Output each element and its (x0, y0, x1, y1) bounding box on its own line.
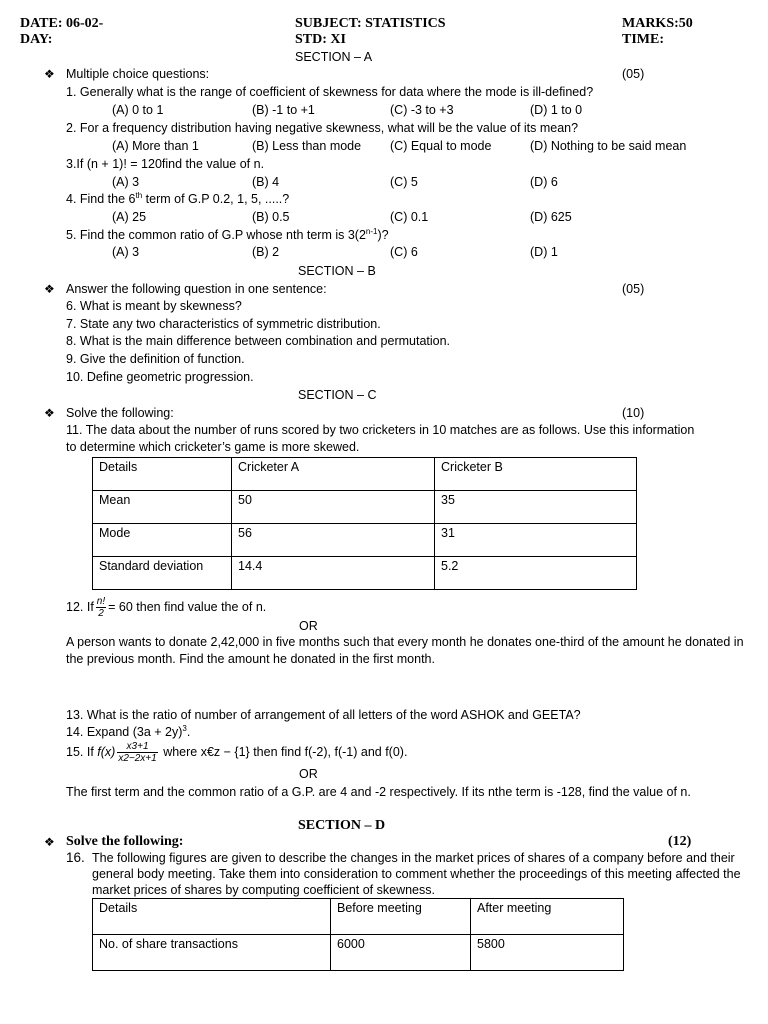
section-d-title: SECTION – D (298, 818, 386, 833)
table-row (93, 458, 637, 491)
table-cell: 50 (232, 491, 435, 524)
section-c-marks: (10) (622, 406, 645, 420)
table-row (93, 935, 624, 971)
q1-option-d: (D) 1 to 0 (530, 103, 583, 117)
question-4: 4. Find the 6th term of G.P 0.2, 1, 5, .....? (66, 190, 290, 206)
table-cell: Mode (93, 524, 232, 557)
section-a-heading: Multiple choice questions: (66, 67, 210, 81)
table-row (93, 557, 637, 590)
fraction: $\frac{x3+1}{x2-2x+1}$ (118, 741, 157, 765)
q5-option-a: (A) 3 (112, 245, 140, 259)
table-row (93, 899, 624, 935)
table-header-cell: Details (93, 899, 331, 935)
question-6: 6. What is meant by skewness? (66, 299, 242, 313)
q5-option-b: (B) 2 (252, 245, 280, 259)
section-b-heading: Answer the following question in one sentence: (66, 282, 327, 296)
q1-option-c: (C) -3 to +3 (390, 103, 454, 117)
question-5: 5. Find the common ratio of G.P whose nth term is 3(2$^{n-1}$)? (66, 226, 389, 242)
q2-option-a: (A) More than 1 (112, 139, 199, 153)
table-row (93, 491, 637, 524)
table-cell: Standard deviation (93, 557, 232, 590)
table-cell: 31 (435, 524, 637, 557)
q1-option-a: (A) 0 to 1 (112, 103, 164, 117)
question-9: 9. Give the definition of function. (66, 352, 245, 366)
question-15: 15. If f(x) $\frac{x3+1}{x2-2x+1}$ where x€z − {1} then find f(-2), f(-1) and f(0). (66, 741, 408, 765)
section-c-title: SECTION – C (298, 388, 377, 402)
question-13: 13. What is the ratio of number of arrangement of all letters of the word ASHOK and GEETA? (66, 708, 581, 722)
exam-date: DATE: 06-02- (20, 16, 104, 31)
q4-option-b: (B) 0.5 (252, 210, 290, 224)
table-row (93, 524, 637, 557)
exam-time: TIME: (622, 32, 664, 47)
q3-option-d: (D) 6 (530, 175, 558, 189)
table-cell: 14.4 (232, 557, 435, 590)
table-header-cell: Details (93, 458, 232, 491)
section-a-title: SECTION – A (295, 50, 373, 64)
q1-option-b: (B) -1 to +1 (252, 103, 315, 117)
table-header-cell: Before meeting (331, 899, 471, 935)
question-16-number: 16. (66, 850, 85, 865)
table-header-cell: After meeting (471, 899, 624, 935)
table-cell: 56 (232, 524, 435, 557)
q4-option-d: (D) 625 (530, 210, 572, 224)
section-d-marks: (12) (668, 834, 692, 849)
q2-option-b: (B) Less than mode (252, 139, 362, 153)
q3-option-b: (B) 4 (252, 175, 280, 189)
or-separator: OR (299, 767, 318, 781)
question-1: 1. Generally what is the range of coefficient of skewness for data where the mode is ill-defined? (66, 85, 594, 99)
table-cell: 35 (435, 491, 637, 524)
q2-option-c: (C) Equal to mode (390, 139, 492, 153)
q4-option-a: (A) 25 (112, 210, 147, 224)
cricketer-table (92, 457, 637, 590)
bullet-icon: ❖ (44, 835, 55, 849)
section-d-heading: Solve the following: (66, 834, 184, 849)
section-b-marks: (05) (622, 282, 645, 296)
bullet-icon: ❖ (44, 282, 55, 296)
q2-option-d: (D) Nothing to be said mean (530, 139, 687, 153)
table-cell: 5800 (471, 935, 624, 971)
question-3: 3.If (n + 1)! = 120find the value of n. (66, 157, 265, 171)
bullet-icon: ❖ (44, 67, 55, 81)
question-12: 12. If $\frac{n!}{2}$ = 60 then find value the of n. (66, 596, 267, 619)
q5-option-d: (D) 1 (530, 245, 558, 259)
table-header-cell: Cricketer A (232, 458, 435, 491)
bullet-icon: ❖ (44, 406, 55, 420)
table-cell: 6000 (331, 935, 471, 971)
question-10: 10. Define geometric progression. (66, 370, 254, 384)
or-separator: OR (299, 619, 318, 633)
question-16: The following figures are given to describe the changes in the market prices of shares of a company before and their general body meeting. Take them into consideration to comment whether the proceedings of this meeting affected the market prices of shares by computing coefficient of skewness. (92, 851, 741, 897)
question-8: 8. What is the main difference between combination and permutation. (66, 334, 451, 348)
exam-marks: MARKS:50 (622, 16, 693, 31)
q3-option-a: (A) 3 (112, 175, 140, 189)
exam-day: DAY: (20, 32, 53, 47)
section-b-title: SECTION – B (298, 264, 376, 278)
exam-std: STD: XI (295, 32, 346, 47)
exam-subject: SUBJECT: STATISTICS (295, 16, 446, 31)
question-11: 11. The data about the number of runs scored by two cricketers in 10 matches are as follows. Use this information to determine which cricketer’s game is more skewed. (66, 423, 695, 454)
q3-option-c: (C) 5 (390, 175, 418, 189)
table-cell: Mean (93, 491, 232, 524)
question-15-alternative: The first term and the common ratio of a G.P. are 4 and -2 respectively. If its nthe term is -128, find the value of n. (66, 785, 691, 799)
q4-option-c: (C) 0.1 (390, 210, 429, 224)
table-cell: No. of share transactions (93, 935, 331, 971)
question-14: 14. Expand $(3a + 2y)^3$. (66, 723, 191, 739)
question-7: 7. State any two characteristics of symmetric distribution. (66, 317, 381, 331)
question-2: 2. For a frequency distribution having negative skewness, what will be the value of its mean? (66, 121, 579, 135)
section-c-heading: Solve the following: (66, 406, 174, 420)
fraction: $\frac{n!}{2}$ (96, 596, 106, 619)
table-header-cell: Cricketer B (435, 458, 637, 491)
q5-option-c: (C) 6 (390, 245, 418, 259)
section-a-marks: (05) (622, 67, 645, 81)
question-12-alternative: A person wants to donate 2,42,000 in five months such that every month he donates one-third of the amount he donated in the previous month. Find the amount he donated in the first month. (66, 635, 744, 666)
share-table (92, 898, 624, 971)
table-cell: 5.2 (435, 557, 637, 590)
